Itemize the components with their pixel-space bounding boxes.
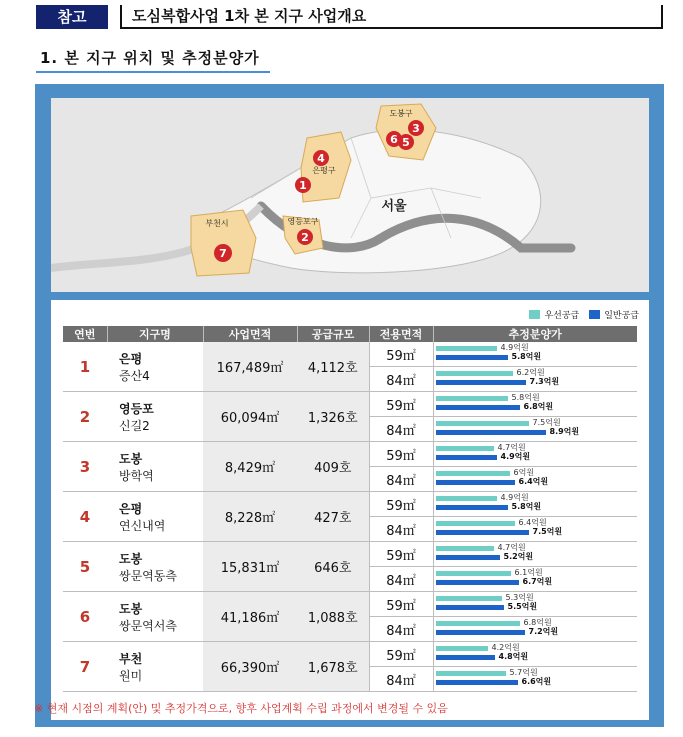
section-title: 1. 본 지구 위치 및 추정분양가 bbox=[36, 45, 270, 73]
district-gu: 도봉 bbox=[119, 551, 143, 566]
svg-text:4: 4 bbox=[317, 152, 325, 165]
row-number: 7 bbox=[63, 642, 107, 692]
general-price-label: 4.9억원 bbox=[500, 452, 531, 461]
header-units: 공급규모 bbox=[297, 326, 369, 342]
priority-price-bar bbox=[436, 471, 510, 476]
unit-size: 59㎡ bbox=[369, 492, 433, 517]
header-area: 사업면적 bbox=[203, 326, 297, 342]
general-price-bar bbox=[436, 530, 529, 535]
unit-size: 84㎡ bbox=[369, 467, 433, 492]
unit-size: 59㎡ bbox=[369, 442, 433, 467]
project-area: 60,094㎡ bbox=[203, 392, 297, 442]
legend-swatch-general bbox=[589, 310, 600, 319]
priority-price-bar bbox=[436, 671, 506, 676]
legend-swatch-priority bbox=[529, 310, 540, 319]
unit-size: 59㎡ bbox=[369, 342, 433, 367]
district-gu: 영등포 bbox=[119, 401, 154, 416]
general-price-label: 5.5억원 bbox=[507, 602, 538, 611]
pin-2 bbox=[297, 229, 313, 245]
district-gu: 은평 bbox=[119, 351, 143, 366]
priority-price-label: 5.3억원 bbox=[505, 593, 534, 602]
district-gu: 도봉 bbox=[119, 601, 143, 616]
general-price-bar bbox=[436, 580, 519, 585]
pin-7 bbox=[214, 244, 232, 262]
priority-price-bar bbox=[436, 396, 508, 401]
legend bbox=[529, 308, 639, 321]
priority-price-bar bbox=[436, 546, 494, 551]
price-cell bbox=[433, 442, 637, 467]
district-gu: 은평 bbox=[119, 501, 143, 516]
svg-text:1: 1 bbox=[299, 179, 307, 192]
general-price-label: 5.8억원 bbox=[511, 352, 542, 361]
general-price-bar bbox=[436, 655, 495, 660]
priority-price-bar bbox=[436, 596, 502, 601]
priority-price-label: 5.7억원 bbox=[509, 668, 538, 677]
general-price-bar bbox=[436, 680, 518, 685]
table-row bbox=[63, 592, 637, 617]
general-price-bar bbox=[436, 380, 526, 385]
price-cell bbox=[433, 342, 637, 367]
pin-3 bbox=[408, 120, 424, 136]
district-dong: 쌍문역동측 bbox=[119, 568, 177, 583]
priority-price-bar bbox=[436, 571, 511, 576]
district-label-dobong: 도봉구 bbox=[389, 109, 413, 118]
price-table-card bbox=[51, 300, 649, 720]
unit-size: 84㎡ bbox=[369, 417, 433, 442]
priority-price-bar bbox=[436, 521, 515, 526]
svg-text:3: 3 bbox=[412, 122, 420, 135]
city-label-seoul: 서울 bbox=[381, 199, 407, 214]
row-number: 4 bbox=[63, 492, 107, 542]
general-price-bar bbox=[436, 405, 520, 410]
district-cell bbox=[107, 492, 203, 542]
project-area: 66,390㎡ bbox=[203, 642, 297, 692]
priority-price-label: 6.4억원 bbox=[518, 518, 547, 527]
project-area: 8,429㎡ bbox=[203, 442, 297, 492]
general-price-label: 7.3억원 bbox=[529, 377, 560, 386]
district-gu: 부천 bbox=[119, 651, 143, 666]
district-gu: 도봉 bbox=[119, 451, 143, 466]
district-cell bbox=[107, 392, 203, 442]
priority-price-label: 6.2억원 bbox=[516, 368, 545, 377]
row-number: 3 bbox=[63, 442, 107, 492]
district-dong: 신길2 bbox=[119, 418, 150, 433]
priority-price-label: 6억원 bbox=[513, 468, 535, 477]
general-price-label: 5.8억원 bbox=[511, 502, 542, 511]
unit-size: 59㎡ bbox=[369, 542, 433, 567]
district-dong: 증산4 bbox=[119, 368, 150, 383]
header-no: 연번 bbox=[63, 326, 107, 342]
table-row bbox=[63, 442, 637, 467]
district-dong: 방학역 bbox=[119, 468, 154, 483]
general-price-label: 8.9억원 bbox=[549, 427, 580, 436]
priority-price-bar bbox=[436, 621, 520, 626]
reference-title: 도심복합사업 1차 본 지구 사업개요 bbox=[120, 5, 663, 29]
unit-size: 84㎡ bbox=[369, 367, 433, 392]
general-price-bar bbox=[436, 555, 500, 560]
pin-1 bbox=[295, 177, 311, 193]
district-label-bucheon: 부천시 bbox=[205, 219, 229, 228]
priority-price-bar bbox=[436, 346, 497, 351]
unit-size: 84㎡ bbox=[369, 617, 433, 642]
general-price-label: 6.4억원 bbox=[518, 477, 549, 486]
header-district: 지구명 bbox=[107, 326, 203, 342]
price-cell bbox=[433, 567, 637, 592]
seoul-map-graphic bbox=[51, 98, 649, 292]
priority-price-label: 7.5억원 bbox=[532, 418, 561, 427]
table-row bbox=[63, 642, 637, 667]
district-dong: 쌍문역서측 bbox=[119, 618, 177, 633]
priority-price-label: 5.8억원 bbox=[511, 393, 540, 402]
project-area: 8,228㎡ bbox=[203, 492, 297, 542]
row-number: 5 bbox=[63, 542, 107, 592]
unit-size: 59㎡ bbox=[369, 642, 433, 667]
price-cell bbox=[433, 367, 637, 392]
priority-price-label: 4.7억원 bbox=[497, 543, 526, 552]
unit-size: 84㎡ bbox=[369, 667, 433, 692]
general-price-label: 7.2억원 bbox=[528, 627, 559, 636]
priority-price-label: 6.8억원 bbox=[523, 618, 552, 627]
footnote: ※ 현재 시점의 계획(안) 및 추정가격으로, 향후 사업계획 수립 과정에서 변경될 수 있음 bbox=[34, 702, 448, 715]
reference-badge: 참고 bbox=[36, 5, 108, 29]
general-price-bar bbox=[436, 355, 508, 360]
reference-header bbox=[36, 5, 663, 29]
table-row bbox=[63, 492, 637, 517]
priority-price-bar bbox=[436, 446, 494, 451]
supply-units: 1,326호 bbox=[297, 392, 369, 442]
supply-units: 1,678호 bbox=[297, 642, 369, 692]
svg-text:6: 6 bbox=[390, 133, 398, 146]
price-cell bbox=[433, 467, 637, 492]
price-cell bbox=[433, 592, 637, 617]
svg-text:2: 2 bbox=[301, 231, 309, 244]
supply-units: 646호 bbox=[297, 542, 369, 592]
row-number: 6 bbox=[63, 592, 107, 642]
district-cell bbox=[107, 592, 203, 642]
price-cell bbox=[433, 517, 637, 542]
general-price-label: 6.8억원 bbox=[523, 402, 554, 411]
unit-size: 59㎡ bbox=[369, 592, 433, 617]
supply-units: 4,112호 bbox=[297, 342, 369, 392]
price-cell bbox=[433, 667, 637, 692]
row-number: 2 bbox=[63, 392, 107, 442]
table-header-row bbox=[63, 326, 637, 342]
priority-price-label: 4.9억원 bbox=[500, 493, 529, 502]
priority-price-label: 4.2억원 bbox=[491, 643, 520, 652]
pin-4 bbox=[313, 150, 329, 166]
pin-6 bbox=[386, 131, 402, 147]
svg-text:7: 7 bbox=[219, 247, 227, 260]
svg-text:5: 5 bbox=[402, 136, 410, 149]
general-price-bar bbox=[436, 455, 497, 460]
district-dong: 원미 bbox=[119, 668, 143, 683]
district-label-yeongdeungpo: 영등포구 bbox=[287, 217, 319, 226]
project-area: 167,489㎡ bbox=[203, 342, 297, 392]
priority-price-bar bbox=[436, 496, 497, 501]
priority-price-bar bbox=[436, 646, 488, 651]
general-price-bar bbox=[436, 630, 525, 635]
supply-units: 409호 bbox=[297, 442, 369, 492]
price-cell bbox=[433, 392, 637, 417]
table-row bbox=[63, 392, 637, 417]
district-label-eunpyeong: 은평구 bbox=[312, 166, 336, 175]
unit-size: 59㎡ bbox=[369, 392, 433, 417]
price-cell bbox=[433, 542, 637, 567]
project-area: 41,186㎡ bbox=[203, 592, 297, 642]
general-price-bar bbox=[436, 430, 546, 435]
priority-price-bar bbox=[436, 371, 513, 376]
district-cell bbox=[107, 642, 203, 692]
priority-price-bar bbox=[436, 421, 529, 426]
general-price-label: 5.2억원 bbox=[503, 552, 534, 561]
row-number: 1 bbox=[63, 342, 107, 392]
priority-price-label: 4.9억원 bbox=[500, 343, 529, 352]
priority-price-label: 4.7억원 bbox=[497, 443, 526, 452]
info-panel bbox=[35, 84, 664, 727]
price-cell bbox=[433, 642, 637, 667]
general-price-bar bbox=[436, 480, 515, 485]
location-map bbox=[51, 98, 649, 292]
price-cell bbox=[433, 417, 637, 442]
supply-units: 427호 bbox=[297, 492, 369, 542]
district-dong: 연신내역 bbox=[119, 518, 166, 533]
project-table bbox=[63, 326, 637, 692]
priority-price-label: 6.1억원 bbox=[514, 568, 543, 577]
project-area: 15,831㎡ bbox=[203, 542, 297, 592]
general-price-bar bbox=[436, 505, 508, 510]
header-size: 전용면적 bbox=[369, 326, 433, 342]
legend-priority: 우선공급 bbox=[544, 311, 580, 321]
district-cell bbox=[107, 442, 203, 492]
unit-size: 84㎡ bbox=[369, 517, 433, 542]
general-price-label: 7.5억원 bbox=[532, 527, 563, 536]
legend-general: 일반공급 bbox=[604, 311, 639, 321]
general-price-label: 6.7억원 bbox=[522, 577, 553, 586]
price-cell bbox=[433, 492, 637, 517]
general-price-bar bbox=[436, 605, 504, 610]
table-row bbox=[63, 342, 637, 367]
table-row bbox=[63, 542, 637, 567]
price-cell bbox=[433, 617, 637, 642]
unit-size: 84㎡ bbox=[369, 567, 433, 592]
district-cell bbox=[107, 342, 203, 392]
general-price-label: 6.6억원 bbox=[521, 677, 552, 686]
supply-units: 1,088호 bbox=[297, 592, 369, 642]
district-cell bbox=[107, 542, 203, 592]
general-price-label: 4.8억원 bbox=[498, 652, 529, 661]
header-price: 추정분양가 bbox=[433, 326, 637, 342]
